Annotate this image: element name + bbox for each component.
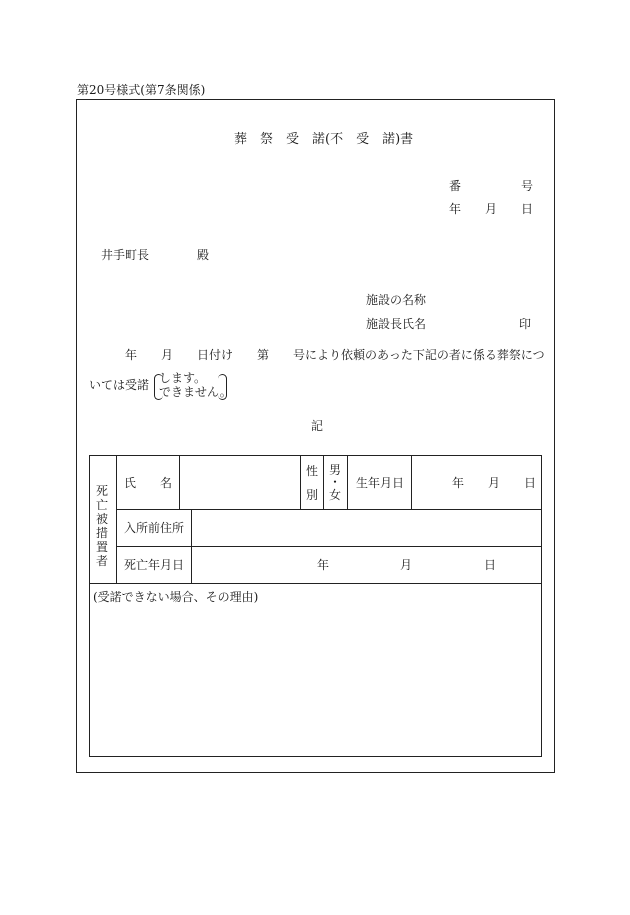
birth-date-value: 年 月 日 xyxy=(452,476,537,490)
addressee: 井手町長 殿 xyxy=(101,248,210,262)
body-text-line1: 年 月 日付け 第 号により依頼のあった下記の者に係る葬祭につ xyxy=(125,348,545,362)
col-divider xyxy=(411,455,412,509)
sex-label-top: 性 xyxy=(306,464,319,478)
col-divider xyxy=(191,509,192,583)
facility-name-label: 施設の名称 xyxy=(366,293,427,307)
name-label: 氏 名 xyxy=(124,476,173,490)
death-date-label: 死亡年月日 xyxy=(124,558,185,572)
death-year: 年 xyxy=(317,558,330,572)
birth-date-label: 生年月日 xyxy=(356,476,405,490)
option-accept: します。 xyxy=(159,371,207,385)
row-divider xyxy=(116,546,542,547)
col-divider xyxy=(347,455,348,509)
date-field: 年 月 日 xyxy=(449,202,534,216)
death-month: 月 xyxy=(400,558,413,572)
reason-label: (受諾できない場合、その理由) xyxy=(93,590,259,604)
form-number: 第20号様式(第7条関係) xyxy=(77,83,206,97)
ki-heading: 記 xyxy=(311,419,324,433)
col-divider xyxy=(116,455,117,583)
col-divider xyxy=(300,455,301,509)
side-label-deceased: 死亡被措置者 xyxy=(95,484,108,568)
body-text-line2: いては受諾 xyxy=(89,378,150,392)
facility-head-label: 施設長氏名 xyxy=(366,317,427,331)
document-title: 葬 祭 受 諾(不 受 諾)書 xyxy=(234,132,414,147)
number-field: 番 号 xyxy=(449,179,534,193)
col-divider xyxy=(179,455,180,509)
death-day: 日 xyxy=(484,558,497,572)
seal-mark: 印 xyxy=(519,317,532,331)
row-divider xyxy=(116,509,542,510)
row-divider xyxy=(89,583,542,584)
sex-male: 男 xyxy=(329,463,342,477)
previous-address-label: 入所前住所 xyxy=(124,521,185,535)
sex-label-bottom: 別 xyxy=(306,488,319,502)
col-divider xyxy=(323,455,324,509)
option-reject: できません。 xyxy=(159,385,232,399)
sex-female: 女 xyxy=(329,488,342,502)
sex-dot: ・ xyxy=(329,475,342,489)
